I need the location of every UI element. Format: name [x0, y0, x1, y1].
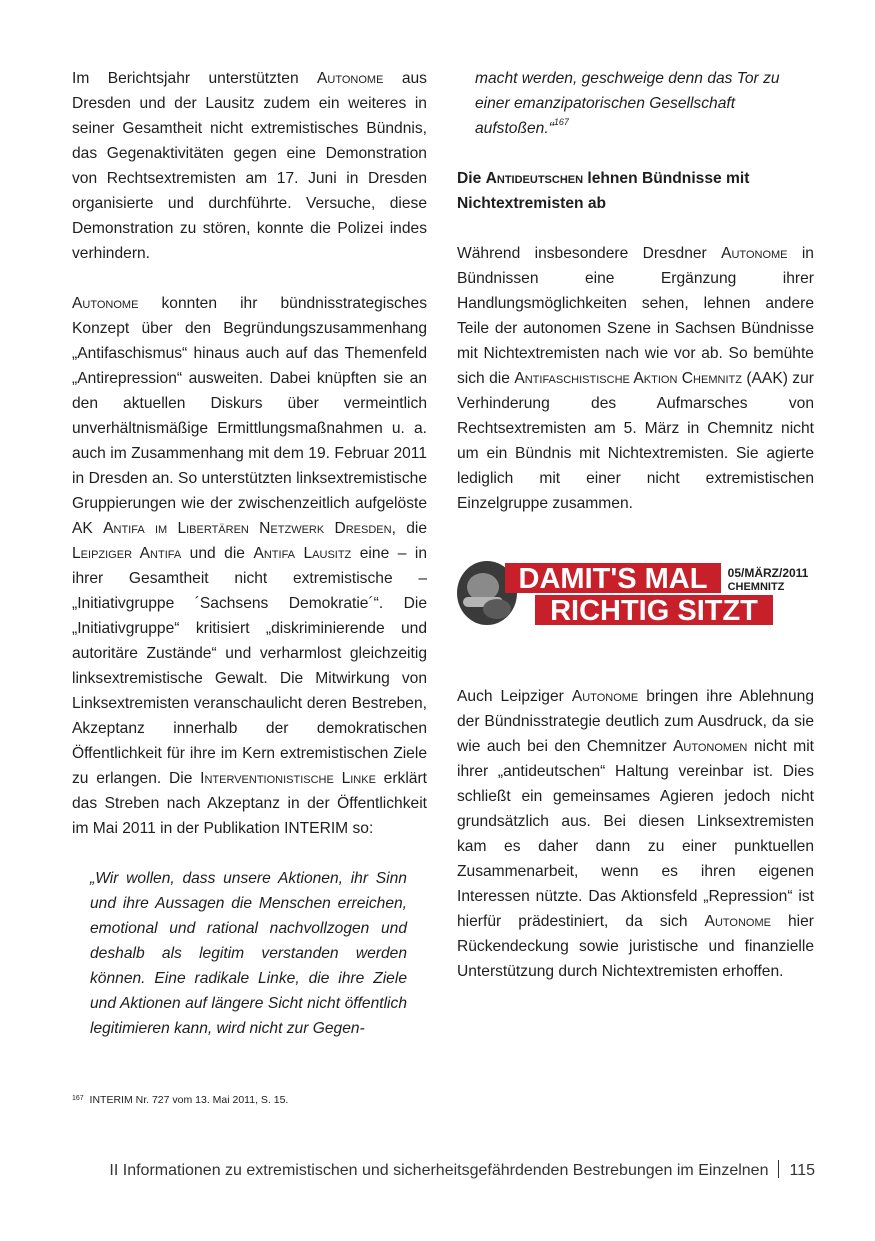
right-column [457, 66, 814, 1009]
text-run: Während insbesondere Dresdner [457, 245, 722, 262]
left-paragraph-2 [72, 291, 427, 841]
org-name: Antideutschen [485, 170, 584, 187]
text-run: konnten ihr bündnisstrategisches Konzept über den Begründungszusammenhang „Antifaschismus“ hinaus auch auf das Themenfeld „Antirepression“ ausweiten. Dabei knüpften sie an den aktuellen Diskurs über vermeintlich unverhältnismäßige Ermittlungsmaßnahmen u. a. auch im Zusammenhang mit dem 19. Februar 2011 in Dresden an. So unterstützten linksextremistische Gruppierungen wie der zwischenzeitlich aufgelöste AK [72, 295, 427, 537]
text-run: , die [391, 520, 428, 537]
text-run: eine – in ihrer Gesamtheit nicht extremistische – „Initiativgruppe ´Sachsens Demokratie´“. Die „Initiativgruppe“ kritisiert „diskriminierende und autoritäre Zustände“ und verharmlost gleichzeitig linksextremistische Gewalt. Die Mitwirkung von Linksextremisten veranschaulicht deren Bestreben, Akzeptanz innerhalb der demokratischen Öffentlichkeit für ihre im Kern extremistischen Ziele zu erlangen. Die [72, 545, 427, 787]
text-run: Im Berichtsjahr unterstützten [72, 70, 318, 87]
banner-line1: DAMIT'S MAL [518, 563, 708, 595]
quote-text: macht werden, geschweige denn das Tor zu einer emanzipatorischen Gesellschaft aufstoßen.“ [475, 70, 780, 137]
text-run: lehnen Bündnisse mit Nichtextremisten ab [457, 170, 750, 212]
org-name: Autonomen [673, 738, 748, 755]
org-name: Autonome [721, 245, 788, 262]
page-footer [102, 1160, 815, 1182]
section-heading [457, 166, 814, 216]
org-name: Leipziger Antifa [72, 545, 182, 562]
footnote-number: 167 [72, 1095, 84, 1102]
quote-block: „Wir wollen, dass unsere Aktionen, ihr Sinn und ihre Aussagen die Menschen erreichen, emotional und rational nachvollzogen und deshalb als legitim verstanden werden können. Eine radikale Linke, die ihre Ziele und Aktionen auf längere Sicht nicht öffentlich legitimieren kann, wird nicht zur Gegen- [90, 870, 407, 1037]
text-run: nicht mit ihrer „antideutschen“ Haltung vereinbar ist. Dies schließt ein gemeinsames Agieren jedoch nicht grundsätzlich aus. Bei diesen Linksextremisten kam es daher dann zu einer punktuellen Zusammenarbeit, wenn es ihren eigenen Interessen nützte. Das Aktionsfeld „Repression“ ist hierfür prädestiniert, da sich [457, 738, 814, 930]
text-run: aus Dresden und der Lausitz zudem ein weiteres in seiner Gesamtheit nicht extremistisches Bündnis, das Gegenaktivitäten gegen eine Demonstration von Rechtsextremisten am 17. Juni in Dresden organisierte und durchführte. Versuche, diese Demonstration zu stören, konnte die Polizei indes verhindern. [72, 70, 427, 262]
text-run: Auch Leipziger [457, 688, 572, 705]
text-run: (AAK) zur Verhinderung des Aufmarsches von Rechtsextremisten am 5. März in Chemnitz nicht um ein Bündnis mit Nichtextremisten. Sie agierte lediglich mit einer nicht extremistischen Einzelgruppe zusammen. [457, 370, 814, 512]
org-name: Autonome [72, 295, 139, 312]
quote-continuation [457, 66, 814, 141]
left-column [72, 66, 427, 1041]
org-name: Autonome [704, 913, 771, 930]
footer-title: II Informationen zu extremistischen und sicherheitsgefährdenden Bestrebungen im Einzelnen [109, 1162, 769, 1179]
text-run: erklärt das Streben nach Akzeptanz in der Öffentlichkeit im Mai 2011 in der Publikation INTERIM so: [72, 770, 427, 837]
org-name: Interventionistische Linke [200, 770, 376, 787]
text-run: bringen ihre Ablehnung der Bündnisstrategie deutlich zum Ausdruck, da sie wie auch bei den Chemnitzer [457, 688, 814, 755]
right-paragraph-1 [457, 241, 814, 516]
page-number: 115 [789, 1162, 815, 1179]
footnote-reference: 167 [553, 117, 569, 127]
text-run: Die [457, 170, 486, 187]
org-name: Antifaschistische Aktion Chemnitz [514, 370, 742, 387]
footnote [72, 1093, 288, 1107]
org-name: Antifa Lausitz [253, 545, 352, 562]
org-name: Autonome [571, 688, 639, 705]
banner-city: CHEMNITZ [727, 581, 785, 593]
footer-separator [778, 1160, 779, 1178]
org-name: Autonome [317, 70, 384, 87]
banner-line2: RICHTIG SITZT [550, 595, 758, 627]
banner-date: 05/MÄRZ/2011 [727, 566, 809, 580]
footnote-text: INTERIM Nr. 727 vom 13. Mai 2011, S. 15. [89, 1094, 289, 1106]
left-paragraph-1 [72, 66, 427, 266]
text-run: hier Rückendeckung sowie juristische und finanzielle Unterstützung durch Nichtextremisten erhoffen. [457, 913, 815, 980]
campaign-banner-image [457, 557, 815, 629]
org-name: Antifa im Libertären Netzwerk Dresden [103, 520, 392, 537]
text-run: und die [181, 545, 254, 562]
text-run: in Bündnissen eine Ergänzung ihrer Handlungsmöglichkeiten sehen, lehnen andere Teile der autonomen Szene in Sachsen Bündnisse mit Nichtextremisten nach wie vor ab. So bemühte sich die [457, 245, 814, 387]
right-paragraph-2 [457, 684, 814, 984]
